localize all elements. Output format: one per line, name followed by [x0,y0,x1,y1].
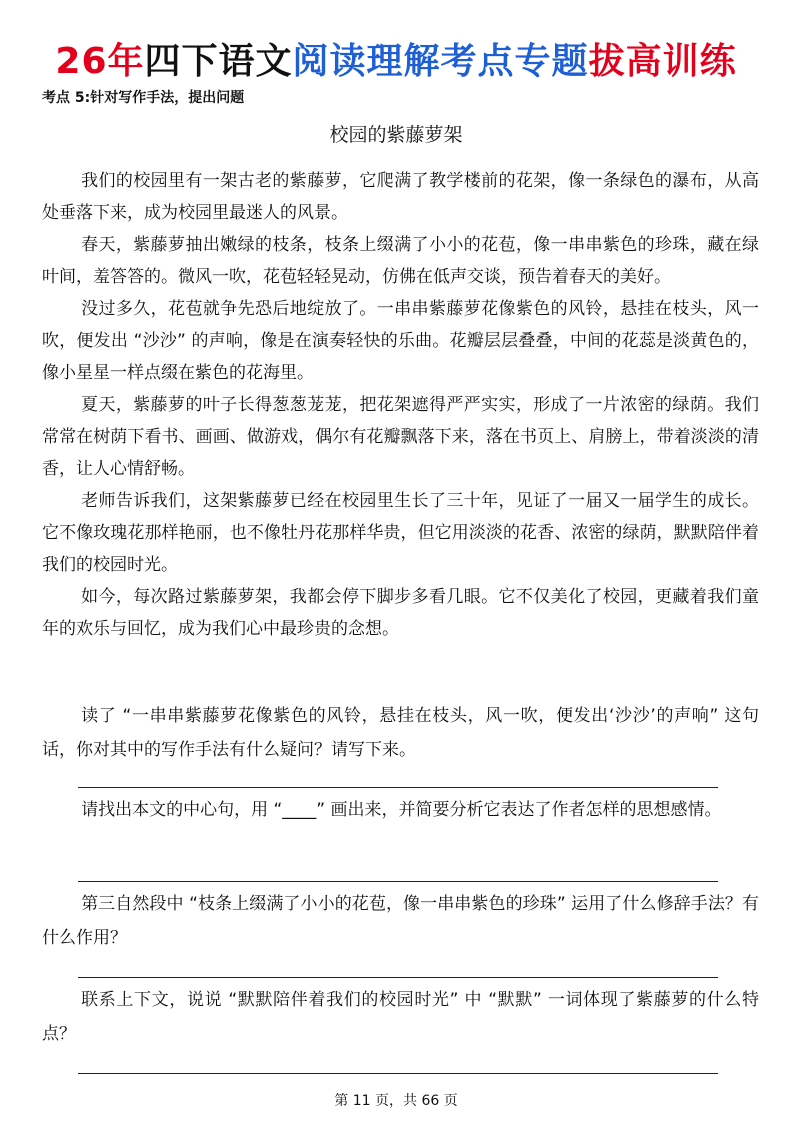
question-3 [42,887,759,955]
page-number: 第 11 页，共 66 页 [334,1093,458,1109]
question-text: 第三自然段中 “枝条上缀满了小小的花苞，像一串串紫色的珍珠” 运用了什么修辞手法？有什么作用？ [42,894,759,948]
article-paragraph: 我们的校园里有一架古老的紫藤萝，它爬满了教学楼前的花架，像一条绿色的瀑布，从高处垂落下来，成为校园里最迷人的风景。 [42,171,759,223]
page-banner-title [0,38,792,86]
question-4 [42,983,759,1051]
question-1 [42,699,759,767]
article-paragraph: 春天，紫藤萝抽出嫩绿的枝条，枝条上缀满了小小的花苞，像一串串紫色的珍珠，藏在绿叶间，羞答答的。微风一吹，花苞轻轻晃动，仿佛在低声交谈，预告着春天的美好。 [42,235,759,287]
banner-topic: 阅读理解考点专题 [292,41,589,82]
banner-subject: 四下语文 [144,41,293,82]
article-paragraph: 如今，每次路过紫藤萝架，我都会停下脚步多看几眼。它不仅美化了校园，更藏着我们童年的欢乐与回忆，成为我们心中最珍贵的念想。 [42,587,759,639]
question-2 [42,793,759,827]
banner-training: 拔高训练 [588,41,737,82]
question-text: 读了 “一串串紫藤萝花像紫色的风铃，悬挂在枝头，风一吹，便发出‘沙沙’的声响” 这句话，你对其中的写作手法有什么疑问？请写下来。 [42,706,759,760]
article-body [42,165,759,645]
question-text: 请找出本文的中心句，用 “____” 画出来，并简要分析它表达了作者怎样的思想感情。 [81,800,722,820]
article-paragraph: 老师告诉我们，这架紫藤萝已经在校园里生长了三十年，见证了一届又一届学生的成长。它不像玫瑰花那样艳丽，也不像牡丹花那样华贵，但它用淡淡的花香、浓密的绿荫，默默陪伴着我们的校园时光。 [42,491,759,575]
question-text: 联系上下文，说说 “默默陪伴着我们的校园时光” 中 “默默” 一词体现了紫藤萝的什么特点？ [42,990,759,1044]
article-title: 校园的紫藤萝架 [329,124,463,146]
article-paragraph: 夏天，紫藤萝的叶子长得葱葱茏茏，把花架遮得严严实实，形成了一片浓密的绿荫。我们常常在树荫下看书、画画、做游戏，偶尔有花瓣飘落下来，落在书页上、肩膀上，带着淡淡的清香，让人心情舒畅。 [42,395,759,479]
banner-year: 26年 [55,41,145,82]
answer-line[interactable] [78,787,718,788]
answer-line[interactable] [78,977,718,978]
answer-line[interactable] [78,881,718,882]
article-paragraph: 没过多久，花苞就争先恐后地绽放了。一串串紫藤萝花像紫色的风铃，悬挂在枝头，风一吹，便发出 “沙沙” 的声响，像是在演奏轻快的乐曲。花瓣层层叠叠，中间的花蕊是淡黄色的，像小星星一样点缀在紫色的花海里。 [42,299,759,383]
exam-point-label: 考点 5:针对写作手法，提出问题 [42,90,245,106]
answer-line[interactable] [78,1073,718,1074]
